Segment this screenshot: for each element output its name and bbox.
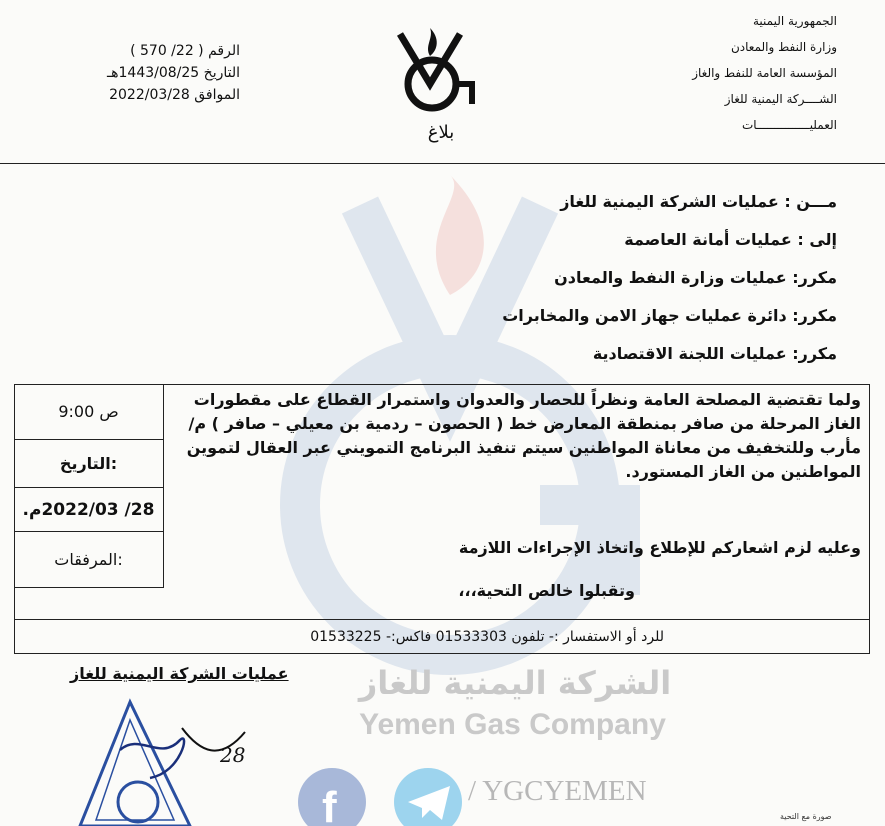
svg-text:f: f bbox=[322, 783, 337, 826]
reference-label: الرقم bbox=[208, 43, 240, 59]
hijri-date-value: 1443/08/25هـ bbox=[107, 65, 200, 81]
brand-english: Yemen Gas Company bbox=[359, 708, 666, 741]
handwritten-date: 28 bbox=[220, 743, 246, 767]
reference-row bbox=[40, 40, 240, 62]
closing-line: وتقبلوا خالص التحية،،، bbox=[458, 581, 635, 600]
letterhead-line: الشــــركة اليمنية للغاز bbox=[724, 92, 837, 106]
gregorian-date-value: 2022/03/28 bbox=[109, 87, 190, 103]
cc-line: مكرر: عمليات وزارة النفط والمعادن bbox=[554, 268, 837, 287]
body-text: ولما تقتضية المصلحة العامة ونظراً للحصار والعدوان واستمرار القطاع على مقطورات الغاز المرحلة من صافر بمنطقة المعارض خط ( الحصون – ردمية بن معيلي – صافر ) م/ مأرب وللتخفيف من معاناة المواطنين سيتم تنفيذ البرنامج التمويني عبر العقال لتموين المواطنين من الغاز المستورد. bbox=[186, 390, 861, 481]
letterhead-right bbox=[607, 8, 837, 138]
telegram-icon bbox=[394, 768, 462, 826]
facebook-icon bbox=[298, 768, 366, 826]
cc-line: مكرر: عمليات اللجنة الاقتصادية bbox=[592, 344, 837, 363]
gregorian-date-label: الموافق bbox=[194, 87, 240, 103]
copy-note: صورة مع التحية bbox=[780, 812, 832, 821]
body-paragraph bbox=[171, 388, 861, 484]
notice-title: بلاغ bbox=[427, 122, 455, 143]
to-line: إلى : عمليات أمانة العاصمة bbox=[624, 230, 837, 249]
gregorian-date-row bbox=[40, 84, 240, 106]
official-stamp bbox=[70, 692, 310, 826]
from-line: مـــن : عمليات الشركة اليمنية للغاز bbox=[560, 192, 837, 211]
attachments-label: المرفقات: bbox=[54, 550, 123, 569]
letterhead-line: المؤسسة العامة للنفط والغاز bbox=[692, 66, 837, 80]
letterhead-line: وزارة النفط والمعادن bbox=[730, 40, 837, 54]
letterhead-left bbox=[40, 40, 240, 106]
date-value-cell bbox=[14, 488, 164, 532]
request-line: وعليه لزم اشعاركم للإطلاع واتخاذ الإجراءات اللازمة bbox=[458, 538, 861, 557]
contact-row bbox=[14, 620, 870, 654]
hijri-date-label: التاريخ bbox=[203, 65, 240, 81]
letterhead-line: العمليـــــــــــــــات bbox=[742, 118, 837, 132]
side-column bbox=[14, 384, 164, 620]
social-handle: / YGCYEMEN bbox=[468, 775, 647, 807]
time-value: 9:00 ص bbox=[58, 402, 119, 421]
letterhead-line: الجمهورية اليمنية bbox=[752, 14, 837, 28]
date-label-cell bbox=[14, 440, 164, 488]
brand-arabic: الشركة اليمنية للغاز bbox=[358, 664, 672, 702]
attachments-cell bbox=[14, 532, 164, 588]
time-cell bbox=[14, 384, 164, 440]
reference-number: ( 22/ 570 ) bbox=[130, 43, 204, 59]
cc-line: مكرر: دائرة عمليات جهاز الامن والمخابرات bbox=[502, 306, 837, 325]
signature-title: عمليات الشركة اليمنية للغاز bbox=[70, 664, 289, 683]
company-logo bbox=[380, 22, 480, 122]
date-label: التاريخ: bbox=[59, 454, 118, 473]
contact-text: للرد أو الاستفسار :- تلفون 01533303 فاكس:- 01533225 bbox=[310, 629, 664, 645]
date-value: 28/ 2022/03م. bbox=[22, 500, 155, 520]
hijri-date-row bbox=[40, 62, 240, 84]
header-divider bbox=[0, 163, 885, 164]
